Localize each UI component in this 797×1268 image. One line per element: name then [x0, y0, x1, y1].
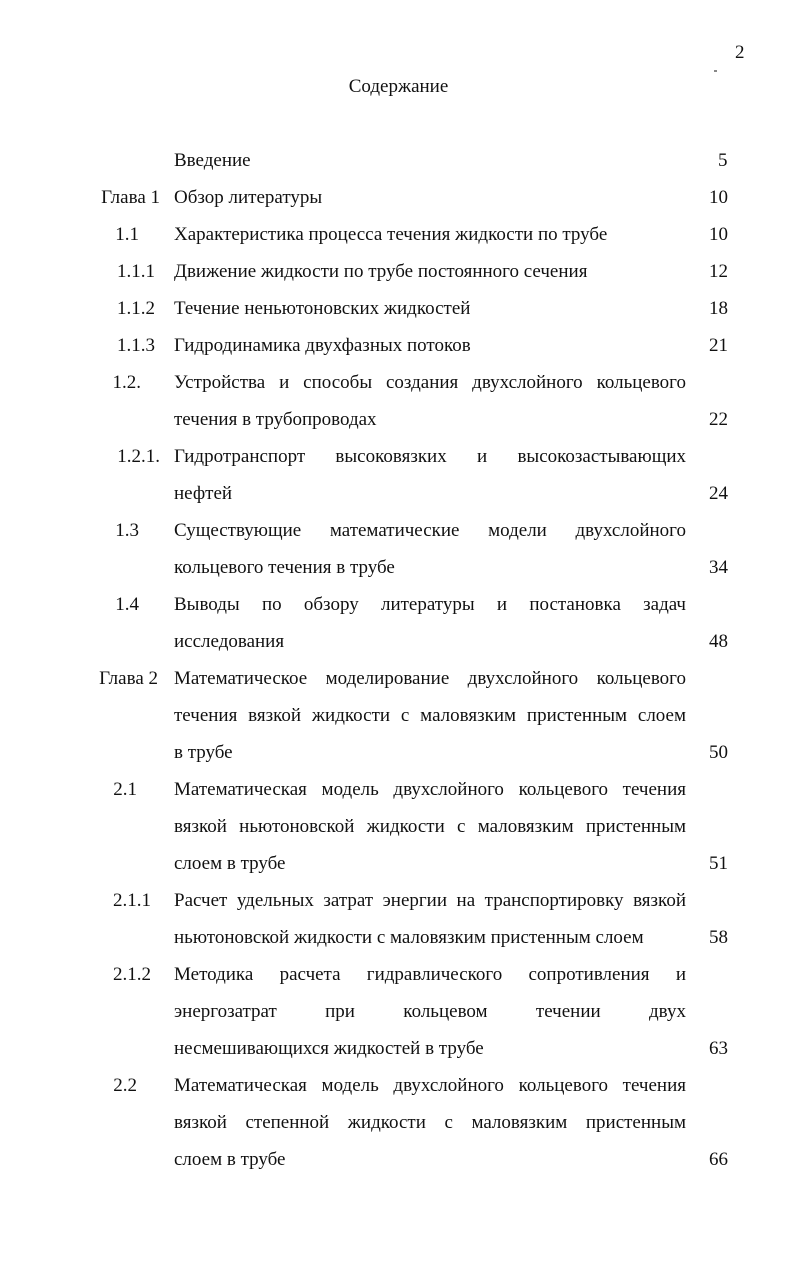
toc-entry-text: Устройства и способы создания двухслойного кольцевого	[174, 372, 686, 393]
toc-entry-text: в трубе	[174, 742, 233, 763]
toc-entry-text: слоем в трубе	[174, 853, 286, 874]
toc-entry-text: Математическая модель двухслойного кольцевого течения	[174, 1075, 686, 1096]
toc-entry-text: ньютоновской жидкости с маловязким пристенным слоем	[174, 927, 644, 948]
toc-entry-page: 12	[709, 261, 728, 282]
toc-entry-page: 24	[709, 483, 728, 504]
toc-entry-page: 63	[709, 1038, 728, 1059]
toc-entry-text: Методика расчета гидравлического сопротивления и	[174, 964, 686, 985]
toc-entry-text: вязкой ньютоновской жидкости с маловязким пристенным	[174, 816, 686, 837]
toc-entry-text: Расчет удельных затрат энергии на транспортировку вязкой	[174, 890, 686, 911]
toc-entry-number: 1.1.3	[117, 335, 155, 356]
toc-entry-text: Выводы по обзору литературы и постановка задач	[174, 594, 686, 615]
toc-entry-text: течения вязкой жидкости с маловязким пристенным слоем	[174, 705, 686, 726]
toc-entry-text: кольцевого течения в трубе	[174, 557, 395, 578]
toc-entry-text: Обзор литературы	[174, 187, 323, 208]
toc-entry-page: 10	[709, 224, 728, 245]
toc-entry-page: 58	[709, 927, 728, 948]
toc-entry-text: Введение	[174, 150, 251, 171]
toc-entry-number: 2.2	[113, 1075, 137, 1096]
page-title: Содержание	[348, 76, 449, 97]
toc-entry-page: 22	[709, 409, 728, 430]
toc-entry-number: 1.3	[115, 520, 139, 541]
toc-entry-text: Математическое моделирование двухслойного кольцевого	[174, 668, 686, 689]
toc-entry-page: 21	[709, 335, 728, 356]
toc-entry-text: Существующие математические модели двухслойного	[174, 520, 686, 541]
toc-entry-number: 1.1.1	[117, 261, 155, 282]
toc-entry-page: 51	[709, 853, 728, 874]
toc-entry-text: исследования	[174, 631, 285, 652]
toc-entry-text: Гидродинамика двухфазных потоков	[174, 335, 471, 356]
toc-entry-number: 2.1.1	[113, 890, 151, 911]
toc-entry-number: 2.1.2	[113, 964, 151, 985]
toc-entry-text: вязкой степенной жидкости с маловязким пристенным	[174, 1112, 686, 1133]
toc-entry-text: течения в трубопроводах	[174, 409, 377, 430]
toc-entry-number: 2.1	[113, 779, 137, 800]
toc-entry-number: 1.1	[115, 224, 139, 245]
page-number: 2	[735, 42, 745, 63]
toc-entry-number: Глава 2	[99, 668, 158, 689]
toc-entry-page: 18	[709, 298, 728, 319]
toc-entry-number: 1.4	[115, 594, 139, 615]
toc-entry-text: слоем в трубе	[174, 1149, 286, 1170]
toc-entry-text: энергозатрат при кольцевом течении двух	[174, 1001, 686, 1022]
speck	[714, 70, 717, 72]
toc-entry-number: 1.1.2	[117, 298, 155, 319]
toc-entry-page: 5	[718, 150, 728, 171]
toc-entry-text: Характеристика процесса течения жидкости по трубе	[174, 224, 608, 245]
toc-entry-text: Математическая модель двухслойного кольцевого течения	[174, 779, 686, 800]
toc-entry-page: 34	[709, 557, 728, 578]
toc-entry-text: Гидротранспорт высоковязких и высокозастывающих	[174, 446, 686, 467]
toc-entry-number: 1.2.1.	[117, 446, 160, 467]
toc-entry-number: Глава 1	[101, 187, 160, 208]
toc-entry-page: 50	[709, 742, 728, 763]
toc-entry-text: несмешивающихся жидкостей в трубе	[174, 1038, 484, 1059]
toc-entry-number: 1.2.	[112, 372, 141, 393]
toc-entry-page: 48	[709, 631, 728, 652]
toc-entry-text: Течение неньютоновских жидкостей	[174, 298, 471, 319]
toc-entry-page: 66	[709, 1149, 728, 1170]
toc-entry-text: Движение жидкости по трубе постоянного сечения	[174, 261, 588, 282]
toc-entry-text: нефтей	[174, 483, 233, 504]
toc-entry-page: 10	[709, 187, 728, 208]
